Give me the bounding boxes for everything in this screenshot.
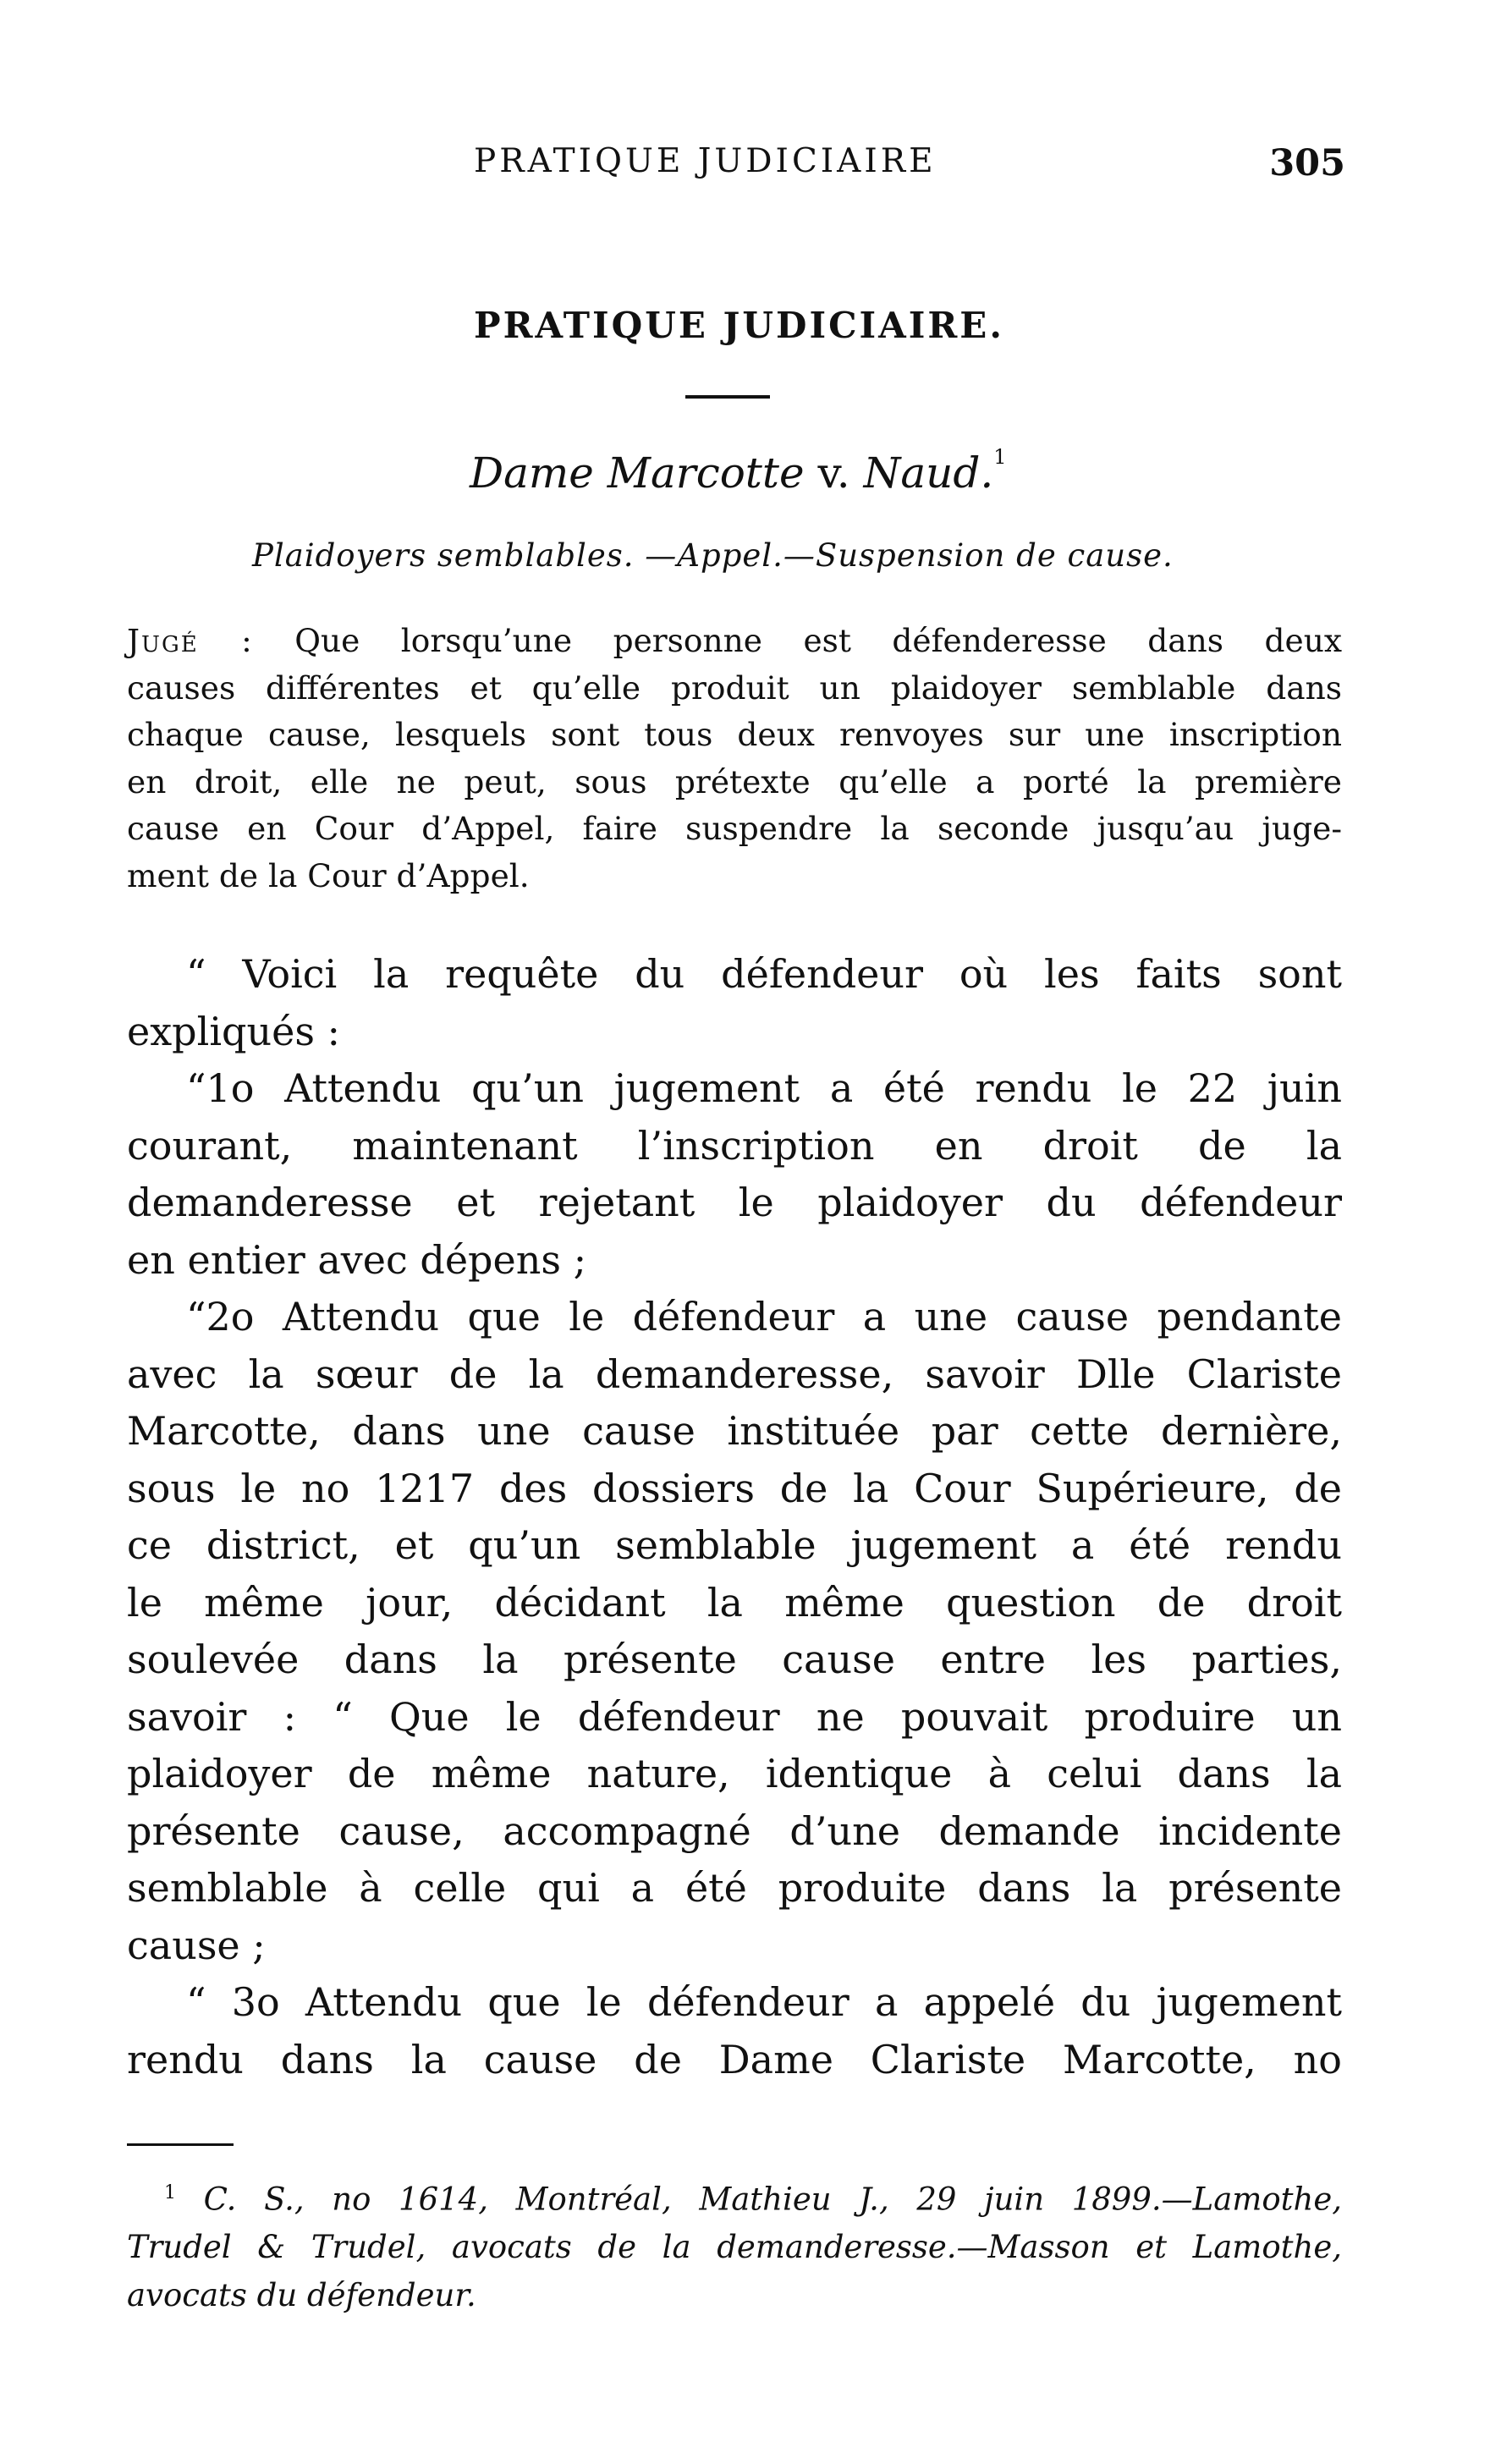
body-line: expliqués : [127, 1008, 341, 1054]
body-line: en entier avec dépens ; [127, 1236, 587, 1283]
footnote-line: Trudel & Trudel, avocats de la demanderesse.—Masson et Lamothe, [127, 2229, 1342, 2266]
body-line: soulevée dans la présente cause entre les parties, [127, 1637, 1342, 1682]
section-title: PRATIQUE JUDICIAIRE. [474, 305, 1004, 346]
footnote-divider [127, 2143, 234, 2146]
footnote-line: $^1$ C. S., no 1614, Montréal, Mathieu J., 29 juin 1899.—Lamothe, [164, 2181, 1342, 2218]
case-title [470, 445, 1007, 498]
body-line: semblable à celle qui a été produite dans la présente [127, 1865, 1342, 1911]
body-line: présente cause, accompagné d’une demande incidente [127, 1807, 1342, 1854]
footnote-line: avocats du défendeur. [127, 2277, 476, 2314]
summary-line: en droit, elle ne peut, sous prétexte qu’elle a porté la première [127, 762, 1342, 800]
summary-line: causes différentes et qu’elle produit un plaidoyer semblable dans [127, 668, 1342, 707]
case-versus: v. [804, 448, 864, 498]
summary-line: cause en Cour d’Appel, faire suspendre la seconde jusqu’au juge- [127, 810, 1342, 847]
summary-lead: Jugé : [127, 622, 254, 659]
footnote [127, 2169, 1342, 2319]
body-line: “2o Attendu que le défendeur a une cause pendante [186, 1294, 1342, 1340]
body-line: le même jour, décidant la même question de droit [127, 1579, 1342, 1626]
body-line: savoir : “ Que le défendeur ne pouvait produire un [127, 1693, 1342, 1740]
footnote-marker: 1 [164, 2182, 176, 2203]
footnote-ref: 1 [993, 445, 1007, 469]
running-header [127, 142, 1345, 193]
judgment-summary [127, 618, 1342, 899]
body-text [127, 946, 1342, 2088]
body-line: Marcotte, dans une cause instituée par cette dernière, [127, 1408, 1342, 1454]
case-party-defendant: Naud. [863, 448, 994, 498]
body-line: “ 3o Attendu que le défendeur a appelé du jugement [186, 1979, 1342, 2025]
body-line: plaidoyer de même nature, identique à celui dans la [127, 1751, 1342, 1796]
body-line: demanderesse et rejetant le plaidoyer du défendeur [127, 1180, 1342, 1225]
body-line: cause ; [127, 1922, 266, 1968]
body-line: ce district, et qu’un semblable jugement a été rendu [127, 1522, 1342, 1568]
case-party-plaintiff: Dame Marcotte [470, 448, 805, 498]
running-title: PRATIQUE JUDICIAIRE [474, 142, 937, 180]
body-line: “ Voici la requête du défendeur où les faits sont [186, 951, 1342, 997]
body-line: courant, maintenant l’inscription en droit de la [127, 1122, 1342, 1169]
title-divider [685, 395, 770, 399]
body-line: “1o Attendu qu’un jugement a été rendu le 22 juin [186, 1065, 1342, 1111]
case-subject: Plaidoyers semblables. —Appel.—Suspension de cause. [252, 537, 1174, 574]
summary-line: ment de la Cour d’Appel. [127, 856, 530, 894]
summary-line: Jugé : Que lorsqu’une personne est défenderesse dans deux [127, 622, 1343, 659]
body-line: rendu dans la cause de Dame Clariste Marcotte, no [127, 2036, 1342, 2082]
body-line: avec la sœur de la demanderesse, savoir Dlle Clariste [127, 1351, 1342, 1397]
page-number: 305 [1269, 142, 1345, 184]
body-line: sous le no 1217 des dossiers de la Cour Supérieure, de [127, 1465, 1342, 1511]
summary-line: chaque cause, lesquels sont tous deux renvoyes sur une inscription [127, 716, 1342, 753]
